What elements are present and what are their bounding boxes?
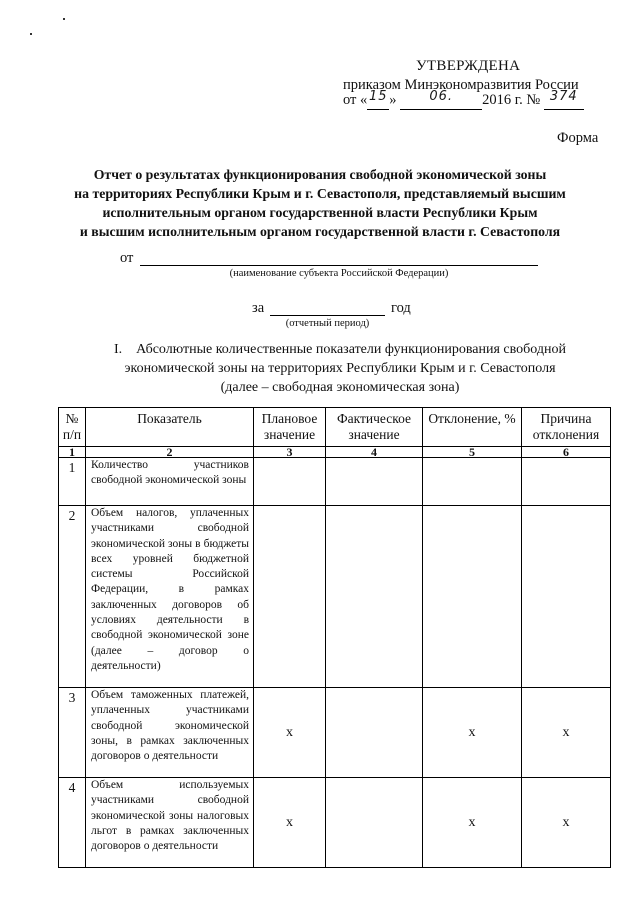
- fact-cell[interactable]: [326, 688, 423, 778]
- section-heading-line: (далее – свободная экономическая зона): [220, 380, 460, 395]
- report-title: [40, 165, 600, 241]
- header-cell: Плановое значение: [254, 408, 326, 447]
- table-row: [59, 506, 611, 688]
- scan-speck: [63, 18, 65, 20]
- date-mid: »: [389, 92, 397, 108]
- report-title-line: и высшим исполнительным органом государственной власти г. Севастополя: [79, 224, 561, 239]
- approval-heading: УТВЕРЖДЕНА: [416, 58, 521, 74]
- date-day-field: [367, 89, 389, 110]
- period-entry-line[interactable]: [270, 315, 385, 316]
- plan-cell[interactable]: [254, 458, 326, 506]
- report-title-line: на территориях Республики Крым и г. Севастополя, представляемый высшим: [74, 186, 566, 201]
- indicator-cell: Количество участников свободной экономической зоны: [86, 458, 254, 506]
- from-caption: (наименование субъекта Российской Федерации): [229, 268, 449, 279]
- header-cell: Показатель: [86, 408, 254, 447]
- deviation-cell[interactable]: [423, 506, 522, 688]
- header-cell: Отклонение, %: [423, 408, 522, 447]
- period-caption: (отчетный период): [285, 318, 370, 329]
- table-row: [59, 778, 611, 868]
- plan-cell[interactable]: [254, 506, 326, 688]
- deviation-cell[interactable]: x: [423, 688, 522, 778]
- column-number: 4: [326, 447, 423, 458]
- date-year: 2016 г. №: [482, 92, 541, 108]
- order-number-field: [544, 89, 584, 110]
- table-row: [59, 688, 611, 778]
- date-month-field: [400, 89, 482, 110]
- plan-cell[interactable]: x: [254, 688, 326, 778]
- order-number: 374: [549, 89, 578, 104]
- column-number: 3: [254, 447, 326, 458]
- row-number: 1: [59, 458, 86, 506]
- fact-cell[interactable]: [326, 778, 423, 868]
- header-cell: Причина отклонения: [522, 408, 611, 447]
- date-month: 06.: [429, 89, 453, 104]
- deviation-cell[interactable]: [423, 458, 522, 506]
- section-heading: [80, 340, 600, 397]
- table-row: [59, 458, 611, 506]
- approval-date-line: [343, 89, 584, 112]
- from-entry-line[interactable]: [140, 265, 538, 266]
- plan-cell[interactable]: x: [254, 778, 326, 868]
- column-number-row: [59, 447, 611, 458]
- header-cell: № п/п: [59, 408, 86, 447]
- approval-order-line: приказом Минэкономразвития России: [343, 77, 579, 93]
- reason-cell[interactable]: x: [522, 688, 611, 778]
- deviation-cell[interactable]: x: [423, 778, 522, 868]
- row-number: 3: [59, 688, 86, 778]
- column-number: 6: [522, 447, 611, 458]
- column-number: 5: [423, 447, 522, 458]
- date-prefix: от «: [343, 92, 368, 108]
- column-number: 1: [59, 447, 86, 458]
- from-label: от: [120, 250, 134, 266]
- period-prefix: за: [252, 300, 265, 316]
- form-label: Форма: [557, 130, 599, 146]
- header-cell: Фактическое значение: [326, 408, 423, 447]
- reason-cell[interactable]: [522, 506, 611, 688]
- table-header-row: [59, 408, 611, 447]
- fact-cell[interactable]: [326, 458, 423, 506]
- reason-cell[interactable]: x: [522, 778, 611, 868]
- date-day: 15: [369, 89, 388, 104]
- indicator-cell: Объем используемых участниками свободной экономической зоны налоговых льгот в рамках заключенных договоров о деятельности: [86, 778, 254, 868]
- scan-speck: [30, 33, 32, 35]
- fact-cell[interactable]: [326, 506, 423, 688]
- report-title-line: Отчет о результатах функционирования свободной экономической зоны: [93, 167, 547, 182]
- column-number: 2: [86, 447, 254, 458]
- row-number: 2: [59, 506, 86, 688]
- section-heading-line: экономической зоны на территориях Республики Крым и г. Севастополя: [124, 361, 556, 376]
- report-title-line: исполнительным органом государственной власти Республики Крым: [102, 205, 538, 220]
- indicator-cell: Объем таможенных платежей, уплаченных участниками свободной экономической зоны, в рамках заключенных договоров о деятельности: [86, 688, 254, 778]
- reason-cell[interactable]: [522, 458, 611, 506]
- indicator-cell: Объем налогов, уплаченных участниками свободной экономической зоны в бюджеты всех уровней бюджетной системы Российской Федерации, в рамках заключенных договоров об условиях деятельности в свободной экономической зоне (далее – договор о деятельности): [86, 506, 254, 688]
- indicators-table: [58, 407, 611, 868]
- section-heading-line: I. Абсолютные количественные показатели функционирования свободной: [114, 342, 566, 357]
- row-number: 4: [59, 778, 86, 868]
- period-suffix: год: [391, 300, 411, 316]
